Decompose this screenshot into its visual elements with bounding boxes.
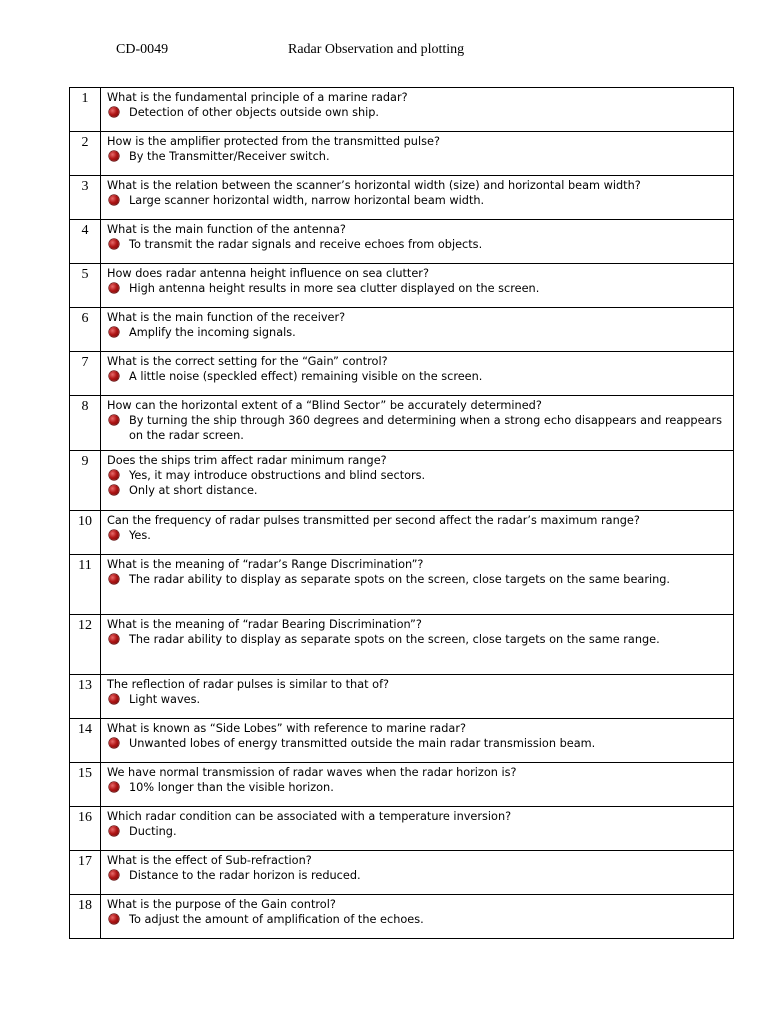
question-cell [101, 308, 734, 352]
answer-item [107, 105, 727, 120]
document-title: Radar Observation and plotting [288, 42, 465, 57]
table-row [70, 352, 734, 396]
answer-text: Distance to the radar horizon is reduced. [129, 869, 361, 882]
answer-text: A little noise (speckled effect) remaining visible on the screen. [129, 370, 483, 383]
answer-text: Large scanner horizontal width, narrow horizontal beam width. [129, 194, 485, 207]
answer-item [107, 149, 727, 164]
table-row [70, 511, 734, 555]
red-sphere-bullet-icon [109, 574, 119, 584]
question-number: 13 [70, 675, 101, 719]
question-number: 6 [70, 308, 101, 352]
table-row [70, 895, 734, 939]
question-cell [101, 675, 734, 719]
red-sphere-bullet-icon [109, 195, 119, 205]
answer-text: High antenna height results in more sea clutter displayed on the screen. [129, 282, 540, 295]
question-text: What is the purpose of the Gain control? [107, 898, 336, 911]
question-cell [101, 895, 734, 939]
question-text: What is the main function of the antenna? [107, 223, 346, 236]
answer-text: Ducting. [129, 825, 177, 838]
question-number: 7 [70, 352, 101, 396]
answer-item [107, 468, 727, 483]
table-row [70, 308, 734, 352]
red-sphere-bullet-icon [109, 485, 119, 495]
red-sphere-bullet-icon [109, 415, 119, 425]
red-sphere-bullet-icon [109, 782, 119, 792]
question-cell [101, 264, 734, 308]
red-sphere-bullet-icon [109, 327, 119, 337]
question-cell [101, 220, 734, 264]
page-header [0, 42, 768, 64]
question-text: How does radar antenna height influence on sea clutter? [107, 267, 429, 280]
question-text: How can the horizontal extent of a “Blind Sector” be accurately determined? [107, 399, 542, 412]
question-text: What is the meaning of “radar Bearing Discrimination”? [107, 618, 422, 631]
question-text: What is the correct setting for the “Gain” control? [107, 355, 388, 368]
red-sphere-bullet-icon [109, 239, 119, 249]
table-row [70, 807, 734, 851]
question-text: Which radar condition can be associated with a temperature inversion? [107, 810, 512, 823]
red-sphere-bullet-icon [109, 634, 119, 644]
question-text: What is the meaning of “radar’s Range Discrimination”? [107, 558, 424, 571]
question-number: 1 [70, 88, 101, 132]
table-row [70, 763, 734, 807]
question-cell [101, 719, 734, 763]
red-sphere-bullet-icon [109, 470, 119, 480]
question-cell [101, 396, 734, 451]
question-text: How is the amplifier protected from the transmitted pulse? [107, 135, 440, 148]
question-number: 4 [70, 220, 101, 264]
question-number: 12 [70, 615, 101, 675]
table-row [70, 264, 734, 308]
answer-item [107, 193, 727, 208]
red-sphere-bullet-icon [109, 371, 119, 381]
question-cell [101, 352, 734, 396]
question-text: What is known as “Side Lobes” with reference to marine radar? [107, 722, 466, 735]
answer-item [107, 237, 727, 252]
table-row [70, 555, 734, 615]
answer-text: By turning the ship through 360 degrees and determining when a strong echo disappears and reappears on the radar screen. [129, 414, 723, 442]
question-cell [101, 555, 734, 615]
answer-item [107, 325, 727, 340]
answer-item [107, 824, 727, 839]
answer-item [107, 528, 727, 543]
red-sphere-bullet-icon [109, 694, 119, 704]
question-cell [101, 615, 734, 675]
red-sphere-bullet-icon [109, 283, 119, 293]
answer-text: Amplify the incoming signals. [129, 326, 296, 339]
table-row [70, 176, 734, 220]
question-number: 14 [70, 719, 101, 763]
question-text: What is the effect of Sub-refraction? [107, 854, 312, 867]
answer-text: The radar ability to display as separate spots on the screen, close targets on the same range. [129, 633, 660, 646]
table-row [70, 451, 734, 511]
question-number: 16 [70, 807, 101, 851]
question-cell [101, 511, 734, 555]
answer-text: To transmit the radar signals and receive echoes from objects. [129, 238, 483, 251]
answer-item [107, 413, 727, 443]
answer-item [107, 692, 727, 707]
question-number: 15 [70, 763, 101, 807]
question-number: 3 [70, 176, 101, 220]
question-cell [101, 807, 734, 851]
answer-item [107, 780, 727, 795]
table-row [70, 719, 734, 763]
answer-item [107, 281, 727, 296]
question-cell [101, 176, 734, 220]
red-sphere-bullet-icon [109, 530, 119, 540]
question-text: What is the fundamental principle of a marine radar? [107, 91, 408, 104]
table-row [70, 396, 734, 451]
question-answer-table [69, 87, 734, 939]
question-text: The reflection of radar pulses is similar to that of? [107, 678, 390, 691]
question-number: 18 [70, 895, 101, 939]
table-row [70, 88, 734, 132]
question-number: 17 [70, 851, 101, 895]
red-sphere-bullet-icon [109, 826, 119, 836]
answer-item [107, 369, 727, 384]
red-sphere-bullet-icon [109, 107, 119, 117]
answer-item [107, 632, 727, 647]
answer-text: Unwanted lobes of energy transmitted outside the main radar transmission beam. [129, 737, 596, 750]
answer-item [107, 483, 727, 498]
answer-text: Yes. [129, 529, 151, 542]
question-cell [101, 851, 734, 895]
table-row [70, 220, 734, 264]
table-row [70, 132, 734, 176]
question-number: 5 [70, 264, 101, 308]
red-sphere-bullet-icon [109, 870, 119, 880]
question-text: What is the relation between the scanner’s horizontal width (size) and horizontal beam width? [107, 179, 641, 192]
table-row [70, 615, 734, 675]
answer-text: Detection of other objects outside own ship. [129, 106, 380, 119]
answer-text: Yes, it may introduce obstructions and blind sectors. [129, 469, 426, 482]
question-text: Does the ships trim affect radar minimum range? [107, 454, 387, 467]
question-list [70, 88, 734, 939]
answer-text: Light waves. [129, 693, 201, 706]
question-number: 11 [70, 555, 101, 615]
table-row [70, 675, 734, 719]
answer-text: The radar ability to display as separate spots on the screen, close targets on the same bearing. [129, 573, 671, 586]
document-code: CD-0049 [116, 42, 169, 57]
question-text: We have normal transmission of radar waves when the radar horizon is? [107, 766, 517, 779]
red-sphere-bullet-icon [109, 738, 119, 748]
question-number: 8 [70, 396, 101, 451]
answer-item [107, 736, 727, 751]
question-cell [101, 763, 734, 807]
question-text: What is the main function of the receiver? [107, 311, 346, 324]
question-text: Can the frequency of radar pulses transmitted per second affect the radar’s maximum range? [107, 514, 640, 527]
answer-item [107, 912, 727, 927]
question-number: 2 [70, 132, 101, 176]
table-row [70, 851, 734, 895]
answer-text: To adjust the amount of amplification of the echoes. [129, 913, 424, 926]
question-cell [101, 132, 734, 176]
red-sphere-bullet-icon [109, 151, 119, 161]
question-cell [101, 451, 734, 511]
red-sphere-bullet-icon [109, 914, 119, 924]
question-number: 10 [70, 511, 101, 555]
question-number: 9 [70, 451, 101, 511]
answer-text: By the Transmitter/Receiver switch. [129, 150, 330, 163]
answer-text: 10% longer than the visible horizon. [129, 781, 334, 794]
answer-item [107, 572, 727, 587]
answer-item [107, 868, 727, 883]
question-cell [101, 88, 734, 132]
answer-text: Only at short distance. [129, 484, 258, 497]
